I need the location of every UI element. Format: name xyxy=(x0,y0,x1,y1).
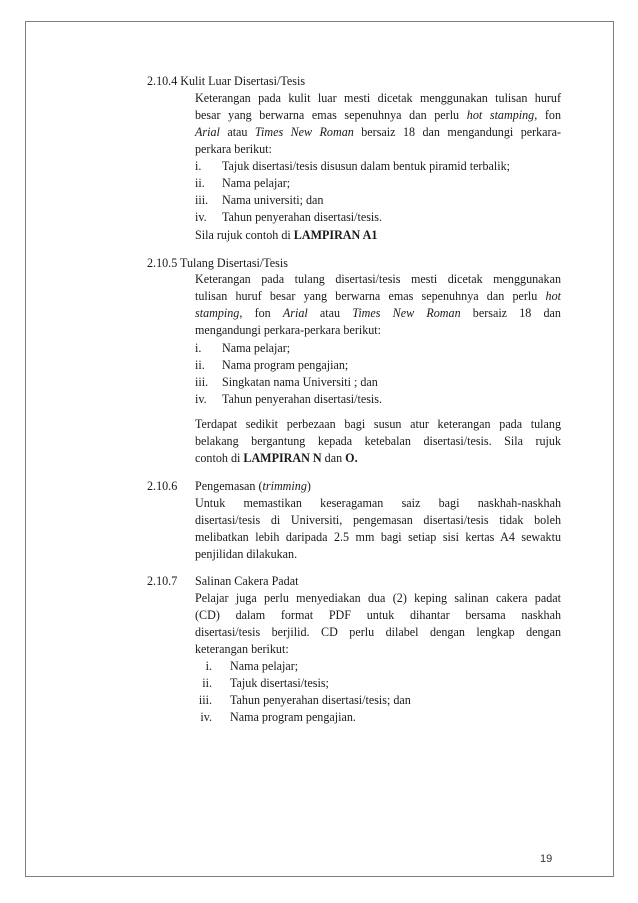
list-item-number: iv. xyxy=(195,392,207,406)
paragraph-line: disertasi/tesis berjilid. CD perlu dilabel dengan lengkap dengan xyxy=(195,625,561,639)
list-item: Nama program pengajian. xyxy=(230,710,356,724)
reference-note: Sila rujuk contoh di LAMPIRAN A1 xyxy=(195,228,378,242)
paragraph-line: Untuk memastikan keseragaman saiz bagi naskhah-naskhah xyxy=(195,496,561,510)
paragraph-line: Terdapat sedikit perbezaan bagi susun atur keterangan pada tulang xyxy=(195,417,561,431)
paragraph-line: disertasi/tesis di Universiti, pengemasan disertasi/tesis tidak boleh xyxy=(195,513,561,527)
paragraph-line: penjilidan dilakukan. xyxy=(195,547,298,561)
list-item: Nama pelajar; xyxy=(222,341,291,355)
list-item-number: i. xyxy=(205,659,212,673)
list-item-number: ii. xyxy=(202,676,212,690)
list-item-number: ii. xyxy=(195,176,205,190)
list-item-number: iv. xyxy=(200,710,212,724)
list-item: Singkatan nama Universiti ; dan xyxy=(222,375,378,389)
section-number-2-10-7: 2.10.7 xyxy=(147,574,178,588)
section-title-pengemasan: Pengemasan (trimming) xyxy=(195,479,311,493)
paragraph-line: Keterangan pada kulit luar mesti dicetak menggunakan tulisan huruf xyxy=(195,91,561,105)
paragraph-line: stamping, fon Arial atau Times New Roman bersaiz 18 dan xyxy=(195,306,561,320)
paragraph-line: besar yang berwarna emas sepenuhnya dan perlu hot stamping, fon xyxy=(195,108,562,122)
paragraph-line: tulisan huruf besar yang berwarna emas sepenuhnya dan perlu hot xyxy=(195,289,561,303)
paragraph-line: perkara berikut: xyxy=(195,142,272,156)
list-item-number: iv. xyxy=(195,210,207,224)
paragraph-line: Arial atau Times New Roman bersaiz 18 dan mengandungi perkara- xyxy=(195,125,561,139)
paragraph-line: keterangan berikut: xyxy=(195,642,289,656)
list-item: Tahun penyerahan disertasi/tesis. xyxy=(222,210,383,224)
reference-note: contoh di LAMPIRAN N dan O. xyxy=(195,451,358,465)
paragraph-line: belakang bergantung kepada ketebalan disertasi/tesis. Sila rujuk xyxy=(195,434,561,448)
list-item-number: i. xyxy=(195,159,202,173)
list-item: Tajuk disertasi/tesis disusun dalam bentuk piramid terbalik; xyxy=(222,159,511,173)
section-heading-2-10-5: 2.10.5 Tulang Disertasi/Tesis xyxy=(147,256,288,270)
list-item: Nama pelajar; xyxy=(222,176,291,190)
page-number: 19 xyxy=(540,853,553,865)
paragraph-line: mengandungi perkara-perkara berikut: xyxy=(195,323,382,337)
list-item: Nama pelajar; xyxy=(230,659,299,673)
section-heading-2-10-4: 2.10.4 Kulit Luar Disertasi/Tesis xyxy=(147,74,306,88)
section-title-salinan-cakera-padat: Salinan Cakera Padat xyxy=(195,574,299,588)
list-item-number: iii. xyxy=(195,375,209,389)
list-item-number: i. xyxy=(195,341,202,355)
paragraph-line: melibatkan lebih daripada 2.5 mm bagi setiap sisi kertas A4 sewaktu xyxy=(195,530,561,544)
section-number-2-10-6: 2.10.6 xyxy=(147,479,178,493)
list-item: Tahun penyerahan disertasi/tesis. xyxy=(222,392,383,406)
paragraph-line: (CD) dalam format PDF untuk dihantar bersama naskhah xyxy=(195,608,561,622)
paragraph-line: Keterangan pada tulang disertasi/tesis mesti dicetak menggunakan xyxy=(195,272,561,286)
list-item-number: iii. xyxy=(198,693,212,707)
list-item: Nama universiti; dan xyxy=(222,193,324,207)
list-item-number: ii. xyxy=(195,358,205,372)
list-item: Nama program pengajian; xyxy=(222,358,349,372)
list-item-number: iii. xyxy=(195,193,209,207)
paragraph-line: Pelajar juga perlu menyediakan dua (2) keping salinan cakera padat xyxy=(195,591,561,605)
list-item: Tahun penyerahan disertasi/tesis; dan xyxy=(230,693,411,707)
list-item: Tajuk disertasi/tesis; xyxy=(230,676,329,690)
